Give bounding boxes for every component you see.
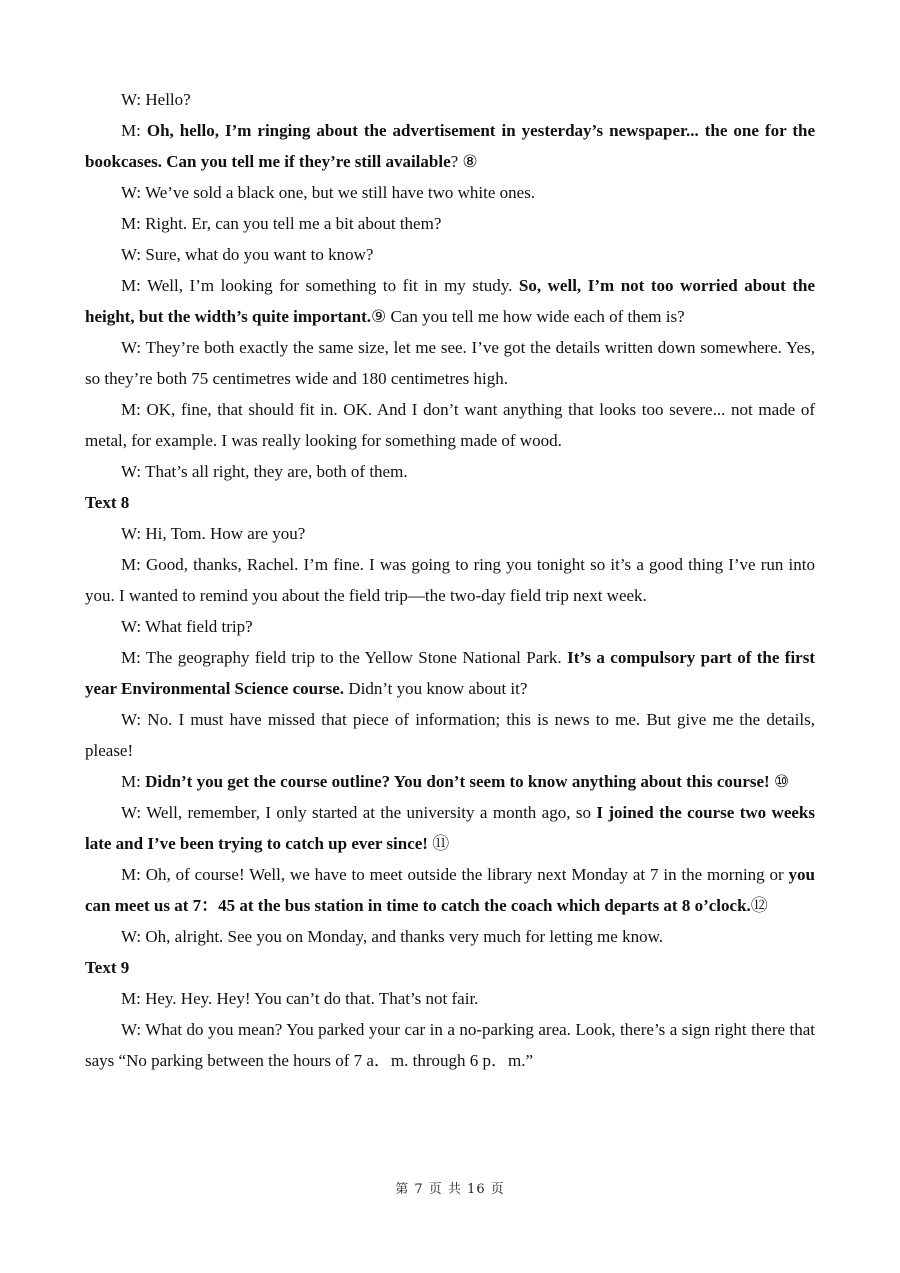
text-segment: ⑫ [750, 896, 768, 915]
text-segment: ⑪ [427, 834, 450, 853]
bold-answer-text: you can meet us at 7：45 at the bus station in time to catch the coach which departs at 8 o’clock. [85, 865, 815, 915]
text-segment: W: Oh, alright. See you on Monday, and thanks very much for letting me know. [121, 927, 663, 946]
dialogue-line [85, 642, 815, 704]
text-segment: M: Well, I’m looking for something to fit in my study. [121, 276, 519, 295]
text-segment: ? ⑧ [450, 152, 478, 171]
section-heading [85, 952, 815, 983]
text-segment: M: The geography field trip to the Yellow Stone National Park. [121, 648, 568, 667]
text-segment: W: What field trip? [121, 617, 253, 636]
text-segment: Didn’t you know about it? [344, 679, 528, 698]
dialogue-line [85, 797, 815, 859]
text-segment: M: Hey. Hey. Hey! You can’t do that. That’s not fair. [121, 989, 479, 1008]
dialogue-line [85, 208, 815, 239]
bold-answer-text: Didn’t you get the course outline? You don’t seem to know anything about this course! [145, 772, 770, 791]
text-segment: M: [121, 772, 146, 791]
dialogue-line [85, 704, 815, 766]
text-segment: ⑩ [769, 772, 790, 791]
bold-answer-text: It’s a compulsory part of the first year Environmental Science course. [85, 648, 815, 698]
dialogue-line [85, 177, 815, 208]
document-body [85, 84, 815, 1076]
text-segment: M: Right. Er, can you tell me a bit about them? [121, 214, 442, 233]
text-segment: M: OK, fine, that should fit in. OK. And I don’t want anything that looks too severe... not made of metal, for example. I was really looking for something made of wood. [85, 400, 815, 450]
dialogue-line [85, 549, 815, 611]
dialogue-line [85, 611, 815, 642]
dialogue-line [85, 456, 815, 487]
dialogue-line [85, 270, 815, 332]
dialogue-line [85, 1014, 815, 1076]
text-segment: W: Hi, Tom. How are you? [121, 524, 306, 543]
text-segment: W: We’ve sold a black one, but we still have two white ones. [121, 183, 536, 202]
text-segment: Text 8 [85, 493, 130, 512]
text-segment: W: That’s all right, they are, both of them. [121, 462, 408, 481]
dialogue-line [85, 115, 815, 177]
dialogue-line [85, 766, 815, 797]
dialogue-line [85, 332, 815, 394]
text-segment: Text 9 [85, 958, 130, 977]
text-segment: W: Sure, what do you want to know? [121, 245, 374, 264]
page-footer: 第 7 页 共 16 页 [395, 1182, 505, 1197]
text-segment: W: They’re both exactly the same size, let me see. I’ve got the details written down somewhere. Yes, so they’re both 75 centimetres wide and 180 centimetres high. [85, 338, 815, 388]
dialogue-line [85, 84, 815, 115]
dialogue-line [85, 921, 815, 952]
section-heading [85, 487, 815, 518]
text-segment: M: Oh, of course! Well, we have to meet outside the library next Monday at 7 in the morning or [121, 865, 789, 884]
dialogue-line [85, 983, 815, 1014]
dialogue-line [85, 859, 815, 921]
text-segment: M: [121, 121, 147, 140]
dialogue-line [85, 518, 815, 549]
text-segment: W: No. I must have missed that piece of information; this is news to me. But give me the details, please! [85, 710, 815, 760]
text-segment: W: Well, remember, I only started at the university a month ago, so [121, 803, 597, 822]
dialogue-line [85, 394, 815, 456]
text-segment: M: Good, thanks, Rachel. I’m fine. I was going to ring you tonight so it’s a good thing I’ve run into you. I wanted to remind you about the field trip—the two-day field trip next week. [85, 555, 815, 605]
bold-answer-text: Oh, hello, I’m ringing about the advertisement in yesterday’s newspaper... the one for the bookcases. Can you tell me if they’re still available [85, 121, 815, 171]
bold-answer-text: So, well, I’m not too worried about the height, but the width’s quite important. [85, 276, 815, 326]
text-segment: W: What do you mean? You parked your car in a no-parking area. Look, there’s a sign right there that says “No parking between the hours of 7 a．m. through 6 p．m.” [85, 1020, 815, 1070]
text-segment: W: Hello? [121, 90, 191, 109]
text-segment: ⑨ Can you tell me how wide each of them is? [371, 307, 685, 326]
bold-answer-text: I joined the course two weeks late and I’ve been trying to catch up ever since! [85, 803, 815, 853]
dialogue-line [85, 239, 815, 270]
